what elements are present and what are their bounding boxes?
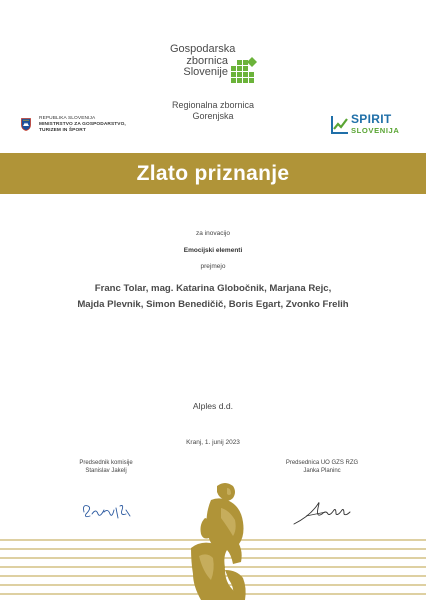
signature-right [257,459,387,475]
signature-left [41,459,171,475]
spirit-subword: SLOVENIJA [351,126,400,135]
recipients-line: Majda Plevnik, Simon Benedičič, Boris Egart, Zvonko Frelih [77,299,349,310]
ministry-line: MINISTRSTVO ZA GOSPODARSTVO, [39,122,126,127]
received-label: prejmejo [200,263,226,270]
spirit-chart-icon [331,114,349,134]
signer-role: Predsednik komisije [79,460,133,466]
gzs-sub-line: Regionalna zbornica [171,100,255,110]
signature-scribble-left [80,500,136,526]
spirit-logo [331,111,411,137]
company-name: Alples d.d. [192,401,234,411]
signature-scribble-right [292,498,352,528]
gzs-regional-chamber [150,100,276,121]
gzs-logo-line: zbornica [186,54,228,67]
signer-name: Janka Planinc [303,468,341,474]
gzs-logo-line: Gospodarska [170,43,236,55]
signer-role: Predsednica UO GZS RZG [285,460,359,466]
thinker-statue-icon [181,478,259,600]
signer-name: Stanislav Jakelj [85,468,127,474]
place-date: Kranj, 1. junij 2023 [186,439,240,446]
gzs-logo-line: Slovenije [183,66,228,78]
for-innovation-label: za inovacijo [196,230,230,237]
gzs-grid-icon [231,57,257,83]
gzs-logo-text [170,43,236,79]
ministry-line: REPUBLIKA SLOVENIJA [39,116,96,121]
recipients-line: Franc Tolar, mag. Katarina Globočnik, Marjana Rejc, [94,283,332,294]
gzs-sub-line: Gorenjska [192,110,234,121]
innovation-name: Emocijski elementi [183,247,243,254]
award-title: Zlato priznanje [136,162,290,185]
coat-of-arms-icon [21,118,31,131]
ministry-line: TURIZEM IN ŠPORT [39,128,86,133]
spirit-word: SPIRIT [351,112,392,126]
